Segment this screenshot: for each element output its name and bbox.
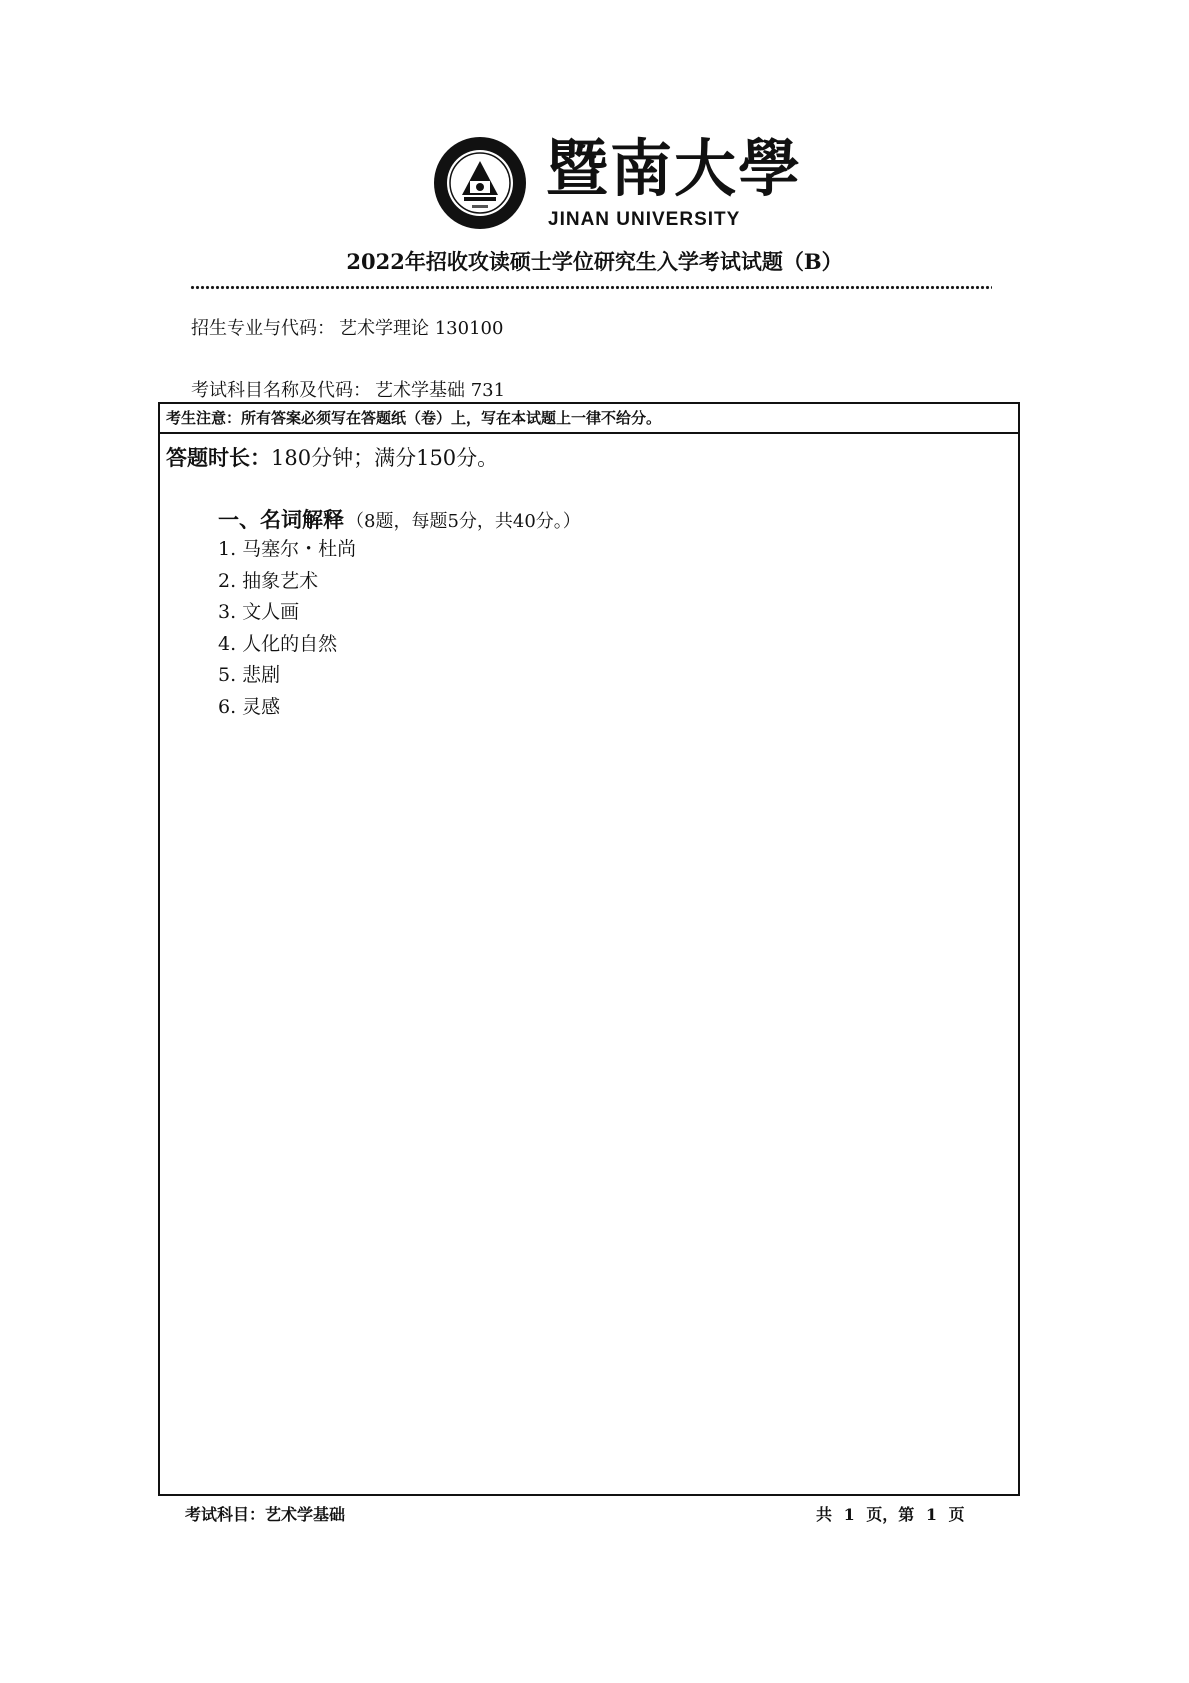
footer-subject: 考试科目：艺术学基础 [185,1505,346,1524]
duration-value: 180分钟；满分150分。 [271,446,499,470]
major-value: 艺术学理论 130100 [339,318,504,339]
dotted-divider [190,285,992,290]
exam-title: 2022年招收攻读硕士学位研究生入学考试试题（B） [346,249,843,274]
footer-page-info: 共 1 页，第 1 页 [816,1505,965,1524]
list-item: 5. 悲剧 [218,664,281,686]
university-logo [432,132,803,237]
list-item: 2. 抽象艺术 [218,569,319,592]
candidate-notice: 考生注意：所有答案必须写在答题纸（卷）上，写在本试题上一律不给分。 [160,404,1018,434]
exam-duration [166,442,498,472]
university-seal-icon [432,135,528,231]
question-frame [158,402,1020,1496]
section-heading [218,504,581,534]
major-line [191,314,503,340]
section-title: 一、名词解释 [218,507,344,532]
subject-label: 考试科目名称及代码： [191,380,371,401]
major-label: 招生专业与代码： [191,318,335,339]
logo-english-name: JINAN UNIVERSITY [548,209,741,230]
logo-chinese-name: 暨南大學 [546,132,803,205]
list-item: 3. 文人画 [218,601,300,623]
duration-label: 答题时长： [166,445,271,470]
subject-value: 艺术学基础 731 [375,380,506,401]
question-list [218,534,357,718]
list-item: 6. 灵感 [218,695,281,718]
list-item: 4. 人化的自然 [218,632,338,655]
subject-line [191,376,505,402]
section-scoring-note: （8题，每题5分，共40分。） [346,511,581,532]
list-item: 1. 马塞尔・杜尚 [218,538,357,560]
